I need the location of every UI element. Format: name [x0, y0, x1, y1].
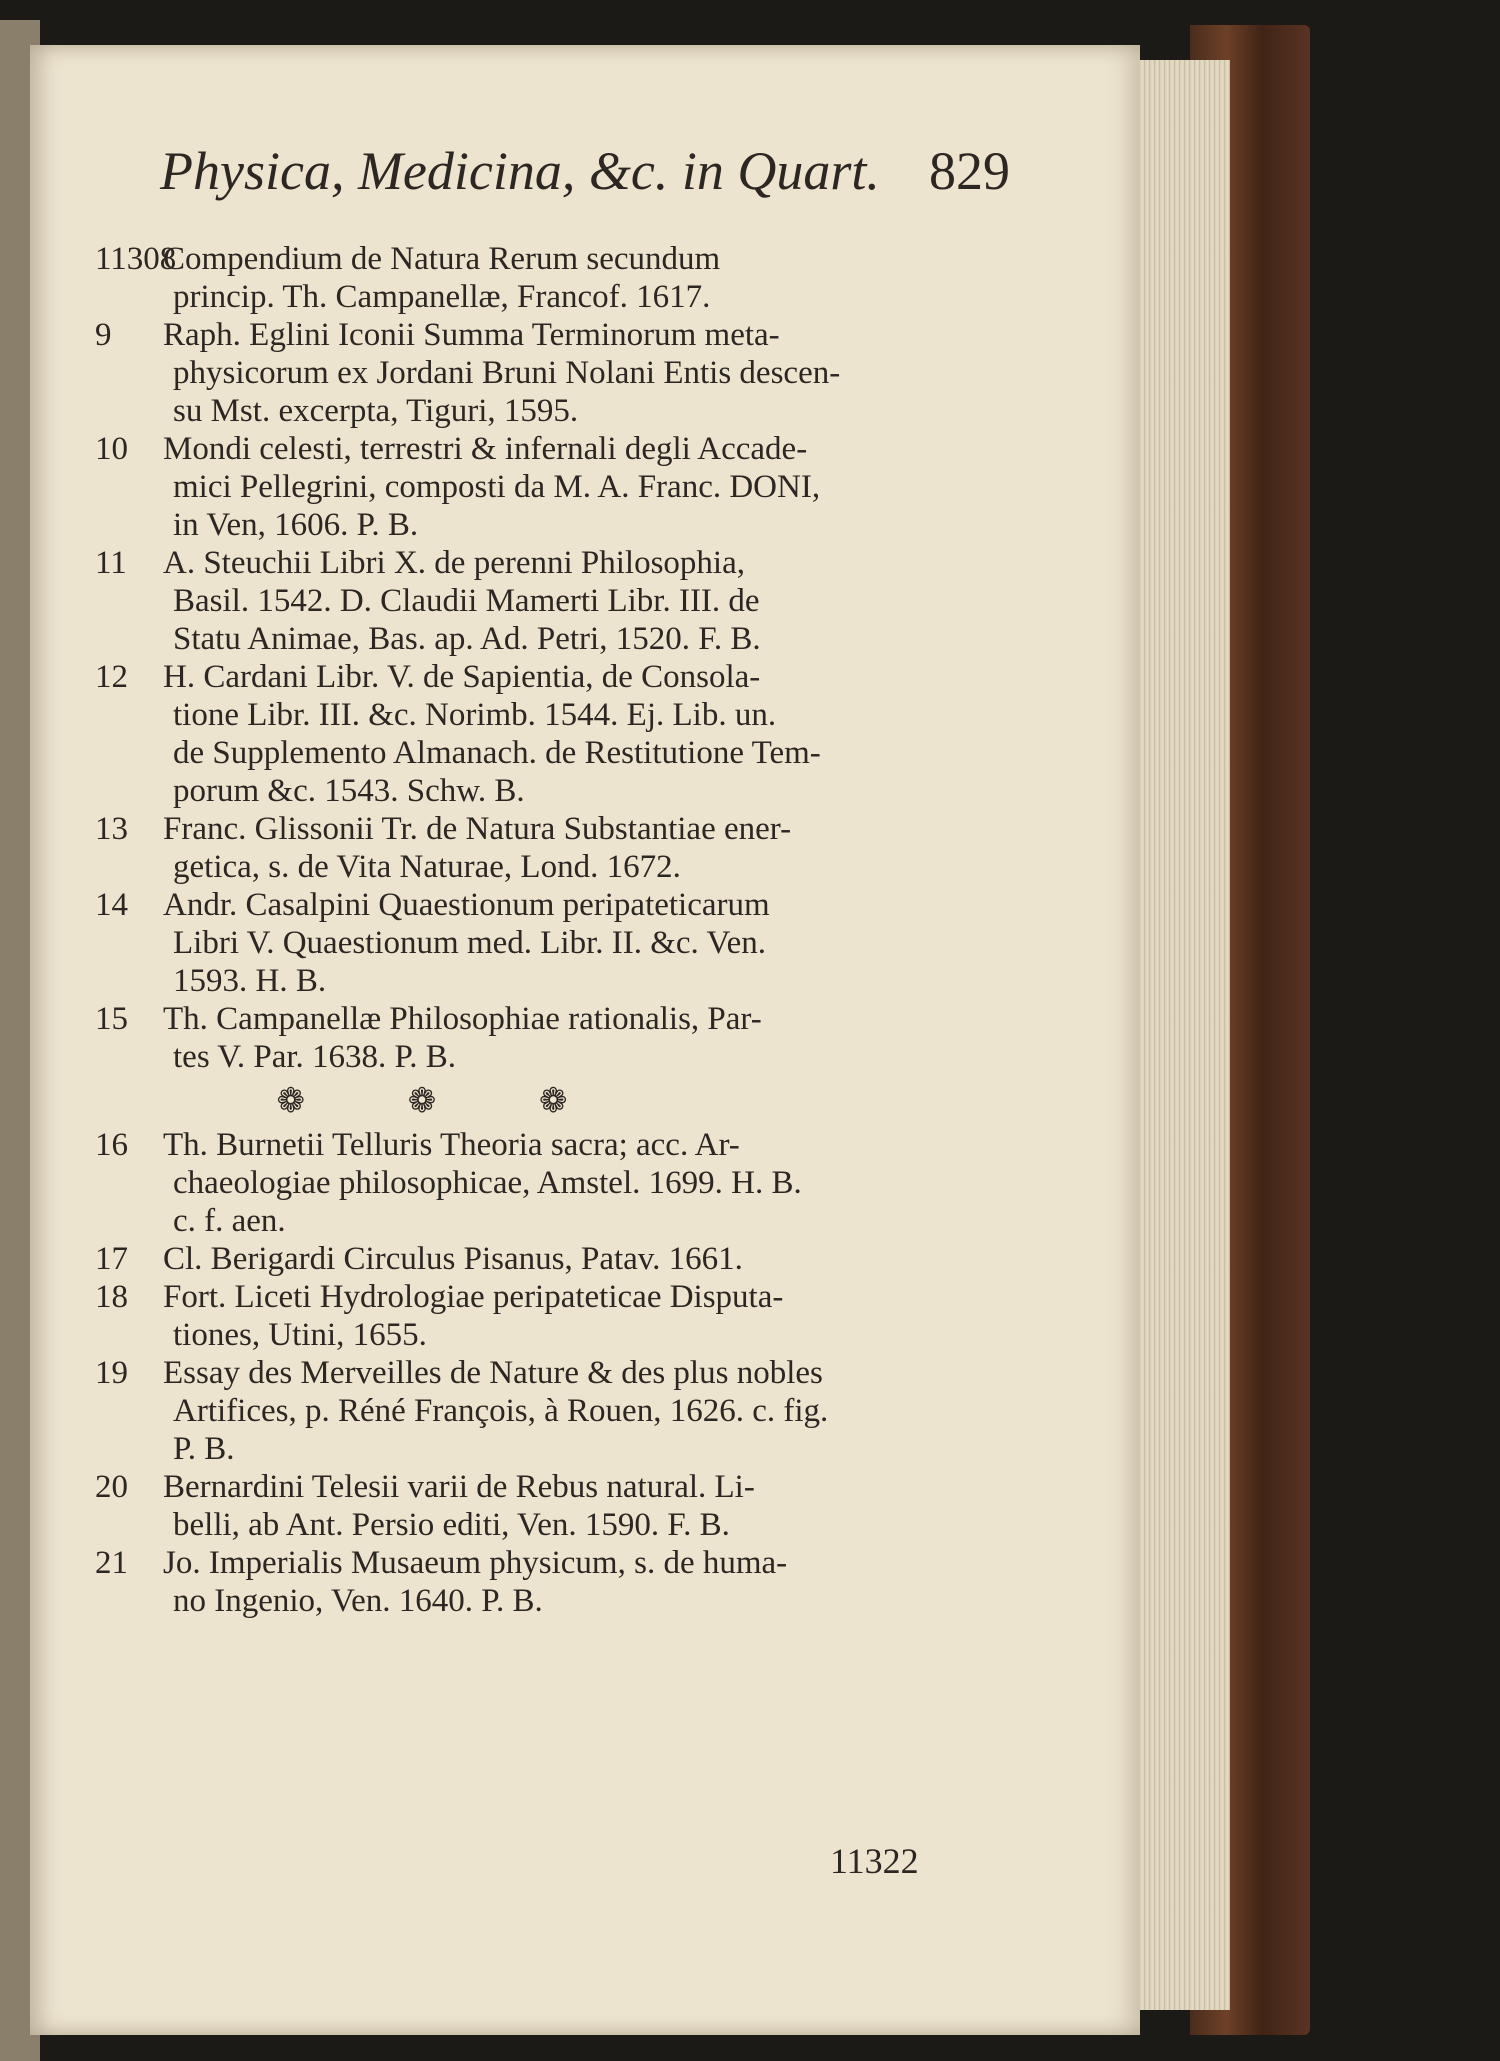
- entry-line: [95, 1316, 995, 1354]
- entry-line: [95, 316, 995, 354]
- catalog-entry: [95, 1126, 995, 1240]
- entry-text: Basil. 1542. D. Claudii Mamerti Libr. III. de: [173, 583, 760, 619]
- entry-number: 19: [95, 1355, 128, 1391]
- entry-text: de Supplemento Almanach. de Restitutione Tem-: [173, 735, 821, 771]
- entry-text: tes V. Par. 1638. P. B.: [173, 1039, 457, 1075]
- header-title: Physica, Medicina, &c. in Quart.: [160, 141, 880, 201]
- catalog-entry: [95, 1468, 995, 1544]
- entry-line: [95, 1354, 995, 1392]
- catalog-entry: [95, 658, 995, 810]
- entry-text: 1593. H. B.: [173, 963, 327, 999]
- catalog-page: [30, 45, 1140, 2035]
- entry-text: Bernardini Telesii varii de Rebus natural. Li-: [163, 1469, 755, 1505]
- entry-number: 20: [95, 1469, 128, 1505]
- entry-line: [95, 468, 995, 506]
- catalog-entry: [95, 1278, 995, 1354]
- entry-text: c. f. aen.: [173, 1203, 286, 1239]
- entry-text: Th. Campanellæ Philosophiae rationalis, Par-: [163, 1001, 762, 1037]
- entry-text: su Mst. excerpta, Tiguri, 1595.: [173, 393, 579, 429]
- entry-line: [95, 620, 995, 658]
- entry-text: H. Cardani Libr. V. de Sapientia, de Consola-: [163, 659, 761, 695]
- entry-number: 21: [95, 1545, 128, 1581]
- entry-line: [95, 1278, 995, 1316]
- entry-line: [95, 506, 995, 544]
- catalog-entries: [95, 240, 995, 1620]
- entry-line: [95, 544, 995, 582]
- entry-text: tione Libr. III. &c. Norimb. 1544. Ej. Lib. un.: [173, 697, 777, 733]
- entry-line: [95, 240, 995, 278]
- catalog-entry: [95, 1354, 995, 1468]
- entry-line: [95, 810, 995, 848]
- entry-text: tiones, Utini, 1655.: [173, 1317, 427, 1353]
- entry-text: Fort. Liceti Hydrologiae peripateticae Disputa-: [163, 1279, 784, 1315]
- entry-line: [95, 1038, 995, 1076]
- entry-number: 16: [95, 1127, 128, 1163]
- entry-line: [95, 1126, 995, 1164]
- entry-line: [95, 1582, 995, 1620]
- entry-text: P. B.: [173, 1431, 235, 1467]
- entry-text: Jo. Imperialis Musaeum physicum, s. de huma-: [163, 1545, 788, 1581]
- entry-text: Raph. Eglini Iconii Summa Terminorum meta-: [163, 317, 780, 353]
- entry-text: mici Pellegrini, composti da M. A. Franc. DONI,: [173, 469, 821, 505]
- entry-number: 10: [95, 431, 128, 467]
- entry-text: porum &c. 1543. Schw. B.: [173, 773, 525, 809]
- catalog-entry: [95, 430, 995, 544]
- entry-text: Essay des Merveilles de Nature & des plus nobles: [163, 1355, 823, 1391]
- entry-line: [95, 962, 995, 1000]
- entry-text: belli, ab Ant. Persio editi, Ven. 1590. F. B.: [173, 1507, 730, 1543]
- entry-line: [95, 1544, 995, 1582]
- entry-number: 14: [95, 887, 128, 923]
- entry-line: [95, 430, 995, 468]
- entry-line: [95, 1506, 995, 1544]
- entry-text: Libri V. Quaestionum med. Libr. II. &c. Ven.: [173, 925, 767, 961]
- entry-text: physicorum ex Jordani Bruni Nolani Entis descen-: [173, 355, 841, 391]
- entry-text: in Ven, 1606. P. B.: [173, 507, 419, 543]
- entry-text: Cl. Berigardi Circulus Pisanus, Patav. 1661.: [163, 1241, 743, 1277]
- entry-text: Statu Animae, Bas. ap. Ad. Petri, 1520. F. B.: [173, 621, 761, 657]
- entry-number: 18: [95, 1279, 128, 1315]
- catalog-entry: [95, 316, 995, 430]
- entry-list-lower: [95, 1126, 995, 1620]
- entry-line: [95, 1468, 995, 1506]
- entry-line: [95, 278, 995, 316]
- entry-text: A. Steuchii Libri X. de perenni Philosophia,: [163, 545, 745, 581]
- section-ornaments: ❁ ❁ ❁: [276, 1081, 614, 1121]
- entry-number: 11: [95, 545, 127, 581]
- catalog-entry: [95, 1000, 995, 1076]
- entry-text: chaeologiae philosophicae, Amstel. 1699. H. B.: [173, 1165, 802, 1201]
- entry-text: Compendium de Natura Rerum secundum: [163, 241, 721, 277]
- running-header: [160, 140, 1010, 230]
- entry-line: [95, 1202, 995, 1240]
- entry-list-upper: [95, 240, 995, 1076]
- entry-line: [95, 582, 995, 620]
- entry-line: [95, 924, 995, 962]
- entry-line: [95, 354, 995, 392]
- entry-line: [95, 848, 995, 886]
- entry-line: [95, 1000, 995, 1038]
- entry-number: 13: [95, 811, 128, 847]
- catalog-entry: [95, 886, 995, 1000]
- page-number: 829: [929, 141, 1010, 201]
- entry-line: [95, 1164, 995, 1202]
- entry-text: getica, s. de Vita Naturae, Lond. 1672.: [173, 849, 681, 885]
- entry-text: no Ingenio, Ven. 1640. P. B.: [173, 1583, 543, 1619]
- entry-line: [95, 886, 995, 924]
- catchword: 11322: [830, 1841, 919, 1881]
- entry-text: Andr. Casalpini Quaestionum peripateticarum: [163, 887, 770, 923]
- entry-text: Th. Burnetii Telluris Theoria sacra; acc. Ar-: [163, 1127, 740, 1163]
- entry-line: [95, 1240, 995, 1278]
- entry-line: [95, 772, 995, 810]
- entry-text: Franc. Glissonii Tr. de Natura Substantiae ener-: [163, 811, 792, 847]
- entry-number: 9: [95, 317, 112, 353]
- entry-text: princip. Th. Campanellæ, Francof. 1617.: [173, 279, 711, 315]
- catalog-entry: [95, 810, 995, 886]
- entry-number: 17: [95, 1241, 128, 1277]
- entry-text: Mondi celesti, terrestri & infernali degli Accade-: [163, 431, 808, 467]
- entry-line: [95, 392, 995, 430]
- catalog-entry: [95, 240, 995, 316]
- entry-number: 11308: [95, 241, 177, 277]
- entry-number: 15: [95, 1001, 128, 1037]
- catalog-entry: [95, 1240, 995, 1278]
- catalog-entry: [95, 1544, 995, 1620]
- entry-line: [95, 734, 995, 772]
- entry-number: 12: [95, 659, 128, 695]
- entry-line: [95, 1392, 995, 1430]
- entry-line: [95, 696, 995, 734]
- entry-line: [95, 1430, 995, 1468]
- catalog-entry: [95, 544, 995, 658]
- entry-text: Artifices, p. Réné François, à Rouen, 1626. c. fig.: [173, 1393, 829, 1429]
- entry-line: [95, 658, 995, 696]
